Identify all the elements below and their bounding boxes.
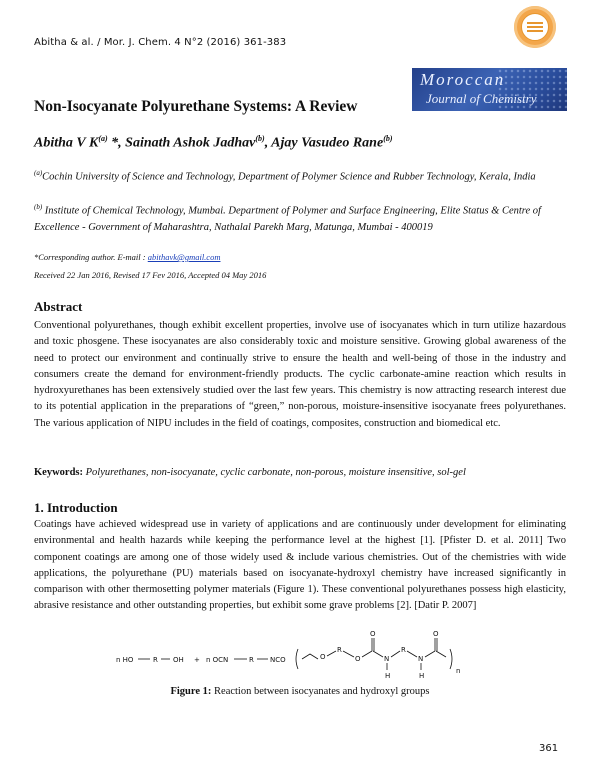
chain-r3: R [337,646,342,654]
figure-1-reaction-scheme [110,629,490,685]
bond [436,651,446,657]
author-affiliation-mark: (a) [98,134,108,143]
bond [362,651,372,657]
chain-n1: N [384,655,390,663]
author-list [34,134,393,152]
reactant-ho: n HO [116,656,134,664]
bond [343,651,354,657]
reactant-oh: OH [173,656,184,664]
caption-text: Reaction between isocyanates and hydroxyl groups [211,686,430,697]
chain-o1: O [320,653,326,661]
reactant-nco: NCO [270,656,286,664]
affiliation-text: Institute of Chemical Technology, Mumbai. Department of Polymer and Surface Engineering, Elite Status & Centre of Excellence - Government of Maharashtra, Nathalal Parekh Marg, Matunga, Mumbai - 400019 [34,205,541,233]
affiliation-text: Cochin University of Science and Technology, Department of Polymer Science and Rubber Technology, Kerala, India [42,171,536,183]
plus-sign: + [194,656,200,664]
bond [391,651,400,657]
chain-n2: N [418,655,424,663]
figure-1-caption [0,686,600,697]
affiliation-mark: (b) [34,203,43,211]
author-separator: , [264,135,272,151]
received-dates: Received 22 Jan 2016, Revised 17 Fev 2016, Accepted 04 May 2016 [34,270,267,280]
chain-r4: R [401,646,406,654]
keywords-text: Polyurethanes, non-isocyanate, cyclic carbonate, non-porous, moisture insensitive, sol-gel [83,467,466,478]
keywords [34,467,466,478]
bracket-left [296,649,298,669]
author-name: Sainath Ashok Jadhav [125,135,256,151]
chain-o2: O [355,655,361,663]
masthead-line1: Moroccan [420,70,506,89]
author-name: Ajay Vasudeo Rane [271,135,384,151]
carbonyl-o2: O [433,630,439,638]
journal-masthead-logo [412,68,567,111]
affiliation-mark: (a) [34,169,43,177]
bond [327,651,336,656]
bond [302,654,318,659]
bond [425,651,435,657]
repeat-subscript-n: n [456,667,461,675]
caption-label: Figure 1: [170,686,212,697]
affiliation-a [34,165,569,186]
bracket-right [450,649,452,669]
reactant-r1: R [153,656,158,664]
reactant-r2: R [249,656,254,664]
bond [407,651,417,657]
introduction-heading: 1. Introduction [34,500,118,515]
chain-h2: H [419,672,425,680]
running-head: Abitha & al. / Mor. J. Chem. 4 N°2 (2016) 361-383 [34,37,287,48]
carbonyl-o1: O [370,630,376,638]
article-title: Non-Isocyanate Polyurethane Systems: A Review [34,98,358,115]
author-affiliation-mark: (b) [383,134,393,143]
reactant-ocn: n OCN [206,656,229,664]
page-number: 361 [539,743,559,754]
abstract-text: Conventional polyurethanes, though exhibit excellent properties, involve use of isocyanates which in turn utilize hazardous and toxic phosgene. These isocyanates are also considerably toxic and moisture sensitive. Growing global awareness of the need to protect our environment and continually strive to ensure the health and well-being of those in the industry and consumers create the demand for environment-friendly products. The cyclic carbonate-amine reaction which results in hydroxyurethanes has been extensively studied over the last few years. This chemistry is now attracting research interest due to its potential application in the preparations of “green,” non-porous, moisture-insensitive isocyanate frees polyurethanes. The various application of NIPU includes in the field of coatings, composites, construction and biomedical etc. [34,320,566,429]
author-affiliation-mark: (b) [255,134,265,143]
chain-h1: H [385,672,391,680]
bond [373,651,383,657]
abstract-heading: Abstract [34,299,83,314]
corresponding-author [34,252,220,262]
masthead-line2: Journal of Chemistry [426,91,537,106]
author-separator: *, [107,135,126,151]
introduction-text: Coatings have achieved widespread use in variety of applications and are continuously under development for eliminating environmental and health hazards while keeping the performance level at the highest [1]. [Pfister D. et al. 2011] Two component coatings are among one of those widely used & include various chemistries. Out of the chemistries with wide applications, the polyurethane (PU) materials based on isocyanate-hydroxyl chemistry have increased significantly in comparison with other thermosetting polymer materials (Figure 1). These conventional polyurethanes possess high elasticity, abrasive resistance and other outstanding properties, but exhibit some grave problems [2]. [Datir P. 2007] [34,519,566,612]
reaction-scheme-svg [110,629,490,685]
keywords-label: Keywords: [34,467,83,478]
email-link[interactable]: abithavk@gmail.com [147,252,221,262]
author-name: Abitha V K [34,135,99,151]
affiliation-b [34,199,569,236]
corresponding-label: *Corresponding author. E-mail : [34,252,148,262]
journal-seal-logo [514,6,556,48]
